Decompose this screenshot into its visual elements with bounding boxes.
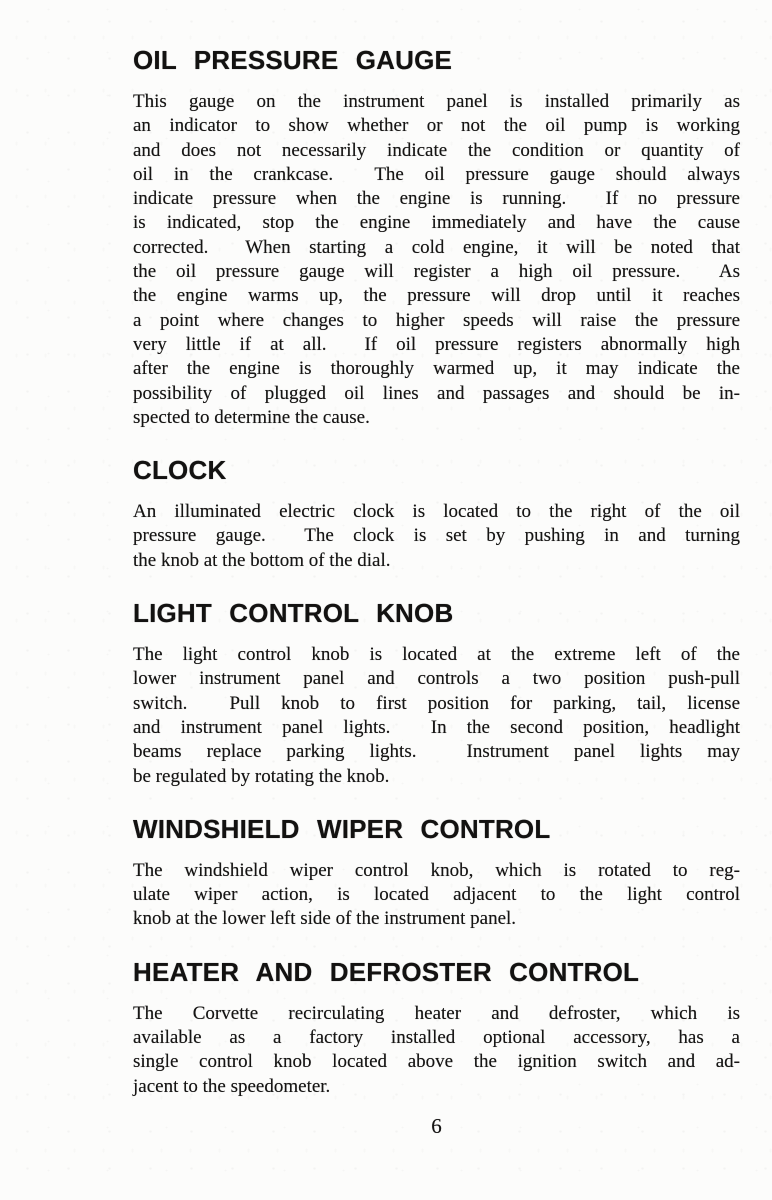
text-line: the knob at the bottom of the dial. bbox=[133, 549, 391, 571]
manual-section bbox=[133, 598, 740, 789]
manual-section bbox=[133, 814, 740, 932]
text-line: This gauge on the instrument panel is installed primarily as bbox=[133, 91, 740, 112]
text-line: knob at the lower left side of the instrument panel. bbox=[133, 908, 517, 930]
section-paragraph bbox=[133, 500, 740, 573]
text-line: very little if at all. If oil pressure registers abnormally high bbox=[133, 333, 740, 355]
text-line: the engine warms up, the pressure will drop until it reaches bbox=[133, 285, 740, 307]
text-line: and does not necessarily indicate the condition or quantity of bbox=[133, 139, 740, 161]
section-paragraph bbox=[133, 859, 740, 932]
text-line: an indicator to show whether or not the oil pump is working bbox=[133, 115, 740, 137]
section-heading: CLOCK bbox=[133, 455, 227, 486]
text-line: The light control knob is located at the extreme left of the bbox=[133, 644, 740, 666]
text-line: possibility of plugged oil lines and passages and should be in- bbox=[133, 382, 740, 404]
text-line: lower instrument panel and controls a two position push-pull bbox=[133, 668, 740, 690]
text-line: corrected. When starting a cold engine, it will be noted that bbox=[133, 236, 740, 258]
text-line: spected to determine the cause. bbox=[133, 406, 370, 428]
section-heading: LIGHT CONTROL KNOB bbox=[133, 598, 454, 629]
text-line: a point where changes to higher speeds will raise the pressure bbox=[133, 309, 740, 331]
text-line: The windshield wiper control knob, which is rotated to reg- bbox=[133, 859, 740, 881]
section-heading: OIL PRESSURE GAUGE bbox=[133, 45, 453, 75]
text-line: oil in the crankcase. The oil pressure gauge should always bbox=[133, 163, 740, 185]
text-line: indicate pressure when the engine is running. If no pressure bbox=[133, 188, 740, 210]
text-line: The Corvette recirculating heater and defroster, which is bbox=[133, 1002, 740, 1024]
text-line: be regulated by rotating the knob. bbox=[133, 765, 390, 787]
text-line: available as a factory installed optional accessory, has a bbox=[133, 1027, 740, 1049]
page-content bbox=[133, 45, 740, 1099]
text-line: beams replace parking lights. Instrument panel lights may bbox=[133, 741, 740, 763]
manual-section bbox=[133, 455, 740, 573]
text-line: is indicated, stop the engine immediately and have the cause bbox=[133, 212, 740, 234]
text-line: switch. Pull knob to first position for parking, tail, license bbox=[133, 692, 740, 714]
text-line: ulate wiper action, is located adjacent to the light control bbox=[133, 884, 740, 906]
manual-section bbox=[133, 957, 740, 1099]
text-line: the oil pressure gauge will register a high oil pressure. As bbox=[133, 261, 740, 283]
section-heading: HEATER AND DEFROSTER CONTROL bbox=[133, 956, 640, 987]
page-number: 6 bbox=[431, 1113, 442, 1138]
section-paragraph bbox=[133, 643, 740, 789]
text-line: jacent to the speedometer. bbox=[133, 1075, 331, 1097]
section-heading: WINDSHIELD WIPER CONTROL bbox=[133, 813, 551, 844]
text-line: and instrument panel lights. In the second position, headlight bbox=[133, 716, 740, 738]
manual-section bbox=[133, 45, 740, 430]
text-line: single control knob located above the ignition switch and ad- bbox=[133, 1051, 740, 1073]
text-line: after the engine is thoroughly warmed up, it may indicate the bbox=[133, 358, 740, 380]
section-paragraph bbox=[133, 1002, 740, 1099]
section-paragraph bbox=[133, 90, 740, 430]
text-line: An illuminated electric clock is located to the right of the oil bbox=[133, 501, 740, 523]
text-line: pressure gauge. The clock is set by pushing in and turning bbox=[133, 525, 740, 547]
